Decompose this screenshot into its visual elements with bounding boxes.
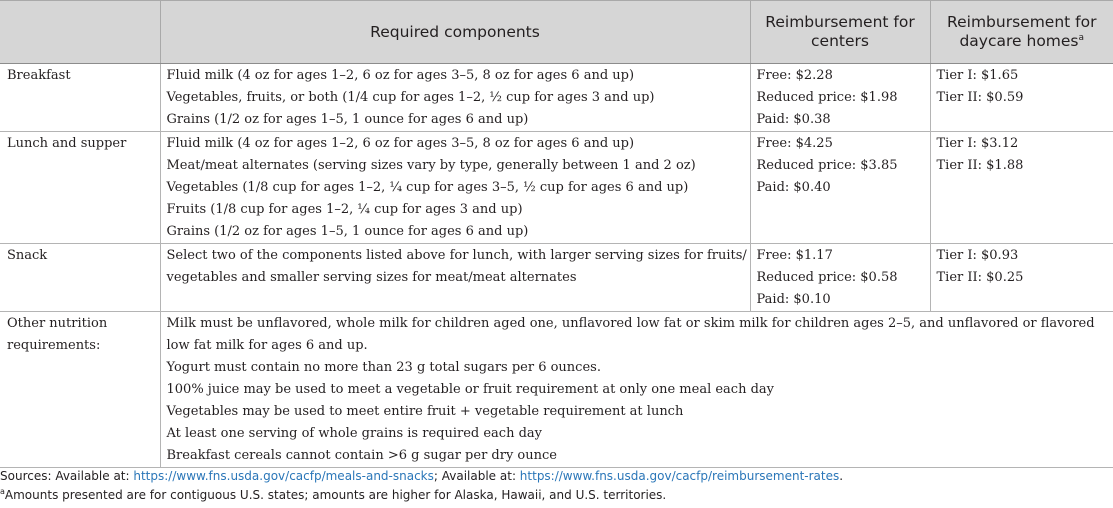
table-row (0, 312, 1113, 468)
rate-line: Tier I: $1.65 (936, 68, 1019, 83)
components-cell (160, 64, 750, 132)
component-line: Grains (1/2 oz for ages 1–5, 1 ounce for ages 6 and up) (166, 224, 529, 239)
component-line: vegetables and smaller serving sizes for meat/meat alternates (166, 270, 577, 285)
rate-line: Reduced price: $1.98 (756, 90, 898, 105)
sources-line (0, 467, 1113, 486)
homes-rate-cell (930, 244, 1113, 312)
requirement-line: At least one serving of whole grains is required each day (166, 426, 543, 441)
requirement-line: 100% juice may be used to meet a vegetable or fruit requirement at only one meal each day (166, 382, 775, 397)
header-reimbursement-homes (930, 1, 1113, 64)
component-line: Fluid milk (4 oz for ages 1–2, 6 oz for ages 3–5, 8 oz for ages 6 and up) (166, 136, 635, 151)
sources-end: . (839, 469, 844, 483)
rate-line: Paid: $0.38 (756, 112, 831, 127)
row-label-other-requirements (0, 312, 160, 468)
rate-line: Tier I: $3.12 (936, 136, 1019, 151)
component-line: Fruits (1/8 cup for ages 1–2, ¼ cup for ages 3 and up) (166, 202, 523, 217)
row-label-snack (0, 244, 160, 312)
sources-prefix: Sources: Available at: (0, 469, 134, 483)
header-required-components: Required components (160, 1, 750, 64)
row-label-text: Other nutrition requirements: (7, 316, 108, 353)
components-cell (160, 132, 750, 244)
rate-line: Tier I: $0.93 (936, 248, 1019, 263)
table-row (0, 64, 1113, 132)
component-line: Vegetables, fruits, or both (1/4 cup for ages 1–2, ½ cup for ages 3 and up) (166, 90, 655, 105)
source-link-meals-snacks[interactable]: https://www.fns.usda.gov/cacfp/meals-and-snacks (133, 469, 434, 483)
component-line: Select two of the components listed above for lunch, with larger serving sizes for fruits/ (166, 248, 747, 263)
rate-line: Tier II: $1.88 (936, 158, 1024, 173)
rate-line: Tier II: $0.59 (936, 90, 1024, 105)
row-label-text: Lunch and supper (7, 136, 127, 151)
rate-line: Free: $1.17 (756, 248, 833, 263)
rate-line: Tier II: $0.25 (936, 270, 1024, 285)
row-label-text: Breakfast (7, 68, 71, 83)
component-line: Grains (1/2 oz for ages 1–5, 1 ounce for ages 6 and up) (166, 112, 529, 127)
centers-rate-cell (750, 64, 930, 132)
rate-line: Free: $2.28 (756, 68, 833, 83)
requirement-line: Vegetables may be used to meet entire fruit + vegetable requirement at lunch (166, 404, 684, 419)
header-homes-text: Reimbursement for daycare homes (947, 13, 1097, 50)
footnote-text: Amounts presented are for contiguous U.S. states; amounts are higher for Alaska, Hawaii, and U.S. territories. (4, 488, 667, 502)
requirement-line: Milk must be unflavored, whole milk for children aged one, unflavored low fat or skim milk for children ages 2–5, and unflavored or flavored low fat milk for ages 6 and up. (166, 316, 1095, 353)
row-label-breakfast (0, 64, 160, 132)
footnote-marker: a (0, 487, 5, 496)
row-label-lunch-supper (0, 132, 160, 244)
footnote-line (0, 486, 1113, 505)
rate-line: Paid: $0.10 (756, 292, 831, 307)
table-notes (0, 467, 1113, 505)
centers-rate-cell (750, 132, 930, 244)
sources-separator: ; Available at: (433, 469, 520, 483)
homes-rate-cell (930, 132, 1113, 244)
centers-rate-cell (750, 244, 930, 312)
component-line: Meat/meat alternates (serving sizes vary by type, generally between 1 and 2 oz) (166, 158, 696, 173)
table-row (0, 244, 1113, 312)
header-row (0, 1, 1113, 64)
homes-rate-cell (930, 64, 1113, 132)
table-row (0, 132, 1113, 244)
rate-line: Reduced price: $3.85 (756, 158, 898, 173)
rate-line: Free: $4.25 (756, 136, 833, 151)
components-cell (160, 244, 750, 312)
header-reimbursement-centers: Reimbursement for centers (750, 1, 930, 64)
source-link-reimbursement-rates[interactable]: https://www.fns.usda.gov/cacfp/reimbursement-rates (519, 469, 840, 483)
rate-line: Paid: $0.40 (756, 180, 831, 195)
header-blank-cell (0, 1, 160, 64)
footnote-marker-a: a (1078, 32, 1085, 43)
requirement-line: Breakfast cereals cannot contain >6 g sugar per dry ounce (166, 448, 557, 463)
component-line: Fluid milk (4 oz for ages 1–2, 6 oz for ages 3–5, 8 oz for ages 6 and up) (166, 68, 635, 83)
row-label-text: Snack (7, 248, 48, 263)
other-requirements-cell (160, 312, 1113, 468)
component-line: Vegetables (1/8 cup for ages 1–2, ¼ cup for ages 3–5, ½ cup for ages 6 and up) (166, 180, 689, 195)
requirement-line: Yogurt must contain no more than 23 g total sugars per 6 ounces. (166, 360, 601, 375)
rate-line: Reduced price: $0.58 (756, 270, 898, 285)
